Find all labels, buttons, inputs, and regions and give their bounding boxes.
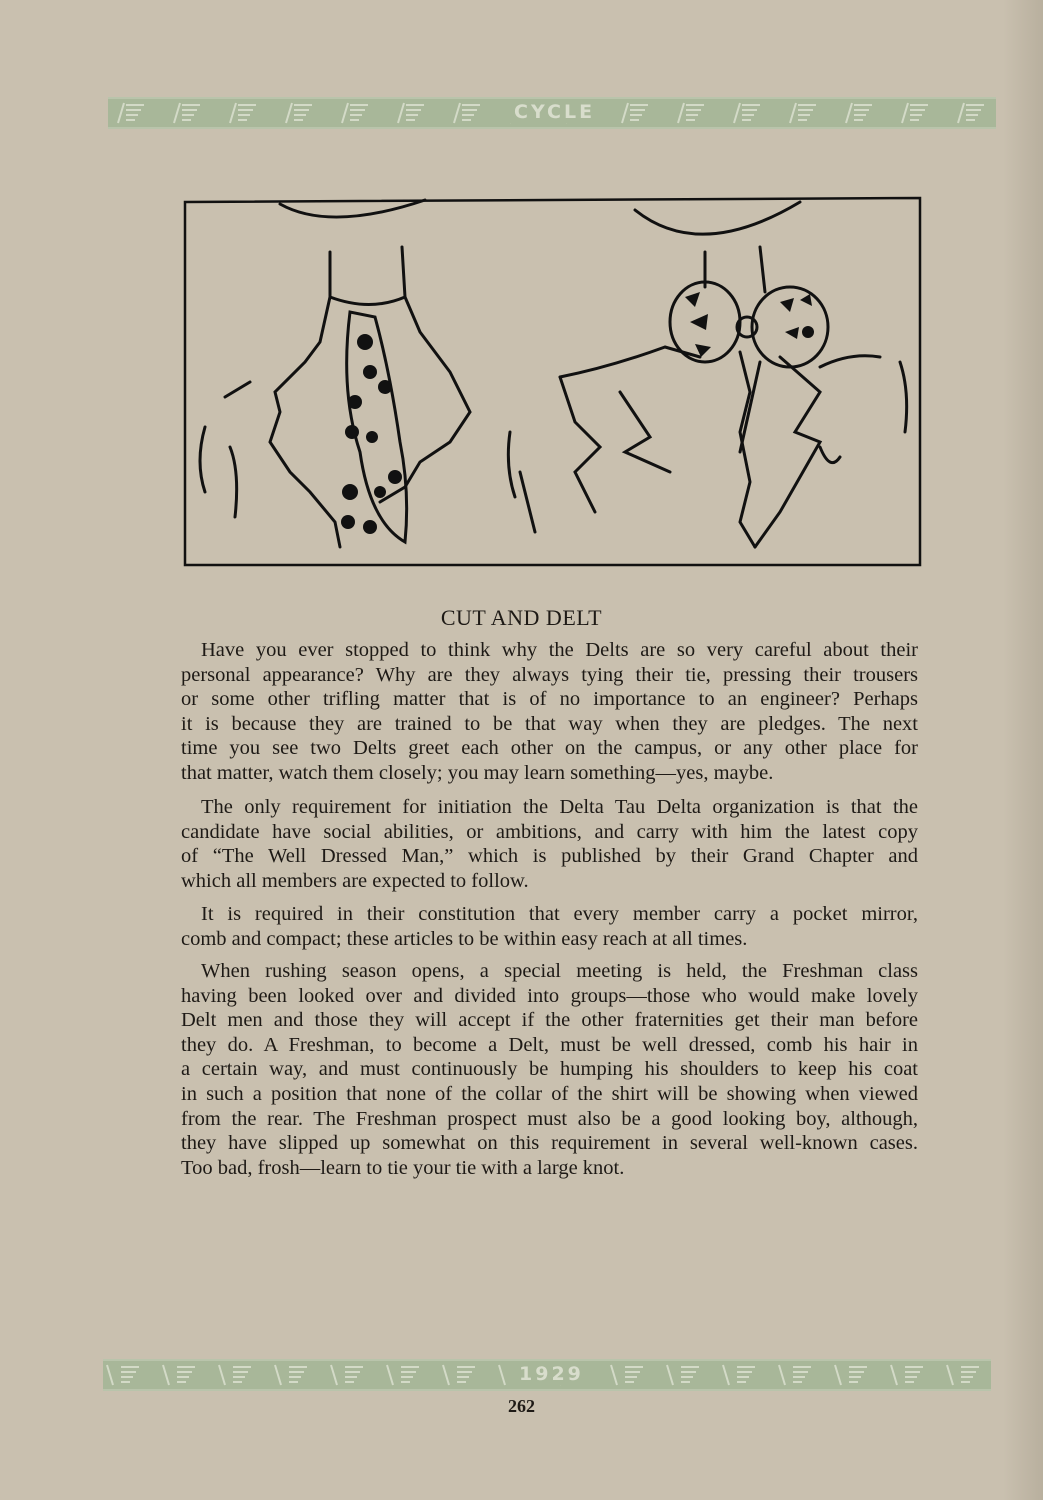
text-line: time you see two Delts greet each other on the campus, or any other place for (181, 737, 918, 760)
text-line: from the rear. The Freshman prospect must also be a good looking boy, although, (181, 1107, 918, 1130)
text-line: Have you ever stopped to think why the Delts are so very careful about their (201, 639, 918, 661)
paragraph-1 (181, 638, 918, 786)
paragraph-4 (181, 959, 918, 1180)
cartoon-illustration (180, 192, 925, 574)
text-line: of “The Well Dressed Man,” which is published by their Grand Chapter and (181, 845, 918, 868)
text-line: or some other trifling matter that is of no importance to an engineer? Perhaps (181, 688, 918, 711)
page-number: 262 (508, 1396, 535, 1416)
text-line: they have slipped up somewhat on this requirement in several well-known cases. (181, 1132, 918, 1155)
header-banner (108, 97, 996, 129)
paragraph-2 (181, 795, 918, 893)
text-line: It is required in their constitution that every member carry a pocket mirror, (201, 903, 918, 925)
text-line: they do. A Freshman, to become a Delt, must be well dressed, comb his hair in (181, 1033, 918, 1056)
text-line: comb and compact; these articles to be within easy reach at all times. (181, 927, 748, 950)
footer-banner-text: 1929 (513, 1363, 590, 1385)
text-line: which all members are expected to follow. (181, 869, 529, 892)
article-title: CUT AND DELT (440, 605, 603, 630)
text-line: Delt men and those they will accept if the other fraternities get their man before (181, 1009, 918, 1032)
text-line: candidate have social abilities, or ambitions, and carry with him the latest copy (181, 820, 918, 843)
text-line: in such a position that none of the collar of the shirt will be showing when viewed (181, 1082, 918, 1105)
text-line: When rushing season opens, a special meeting is held, the Freshman class (201, 960, 918, 982)
text-line: The only requirement for initiation the Delta Tau Delta organization is that the (201, 796, 918, 818)
text-line: having been looked over and divided into groups—those who would make lovely (181, 984, 918, 1007)
text-line: it is because they are trained to be that way when they are pledges. The next (181, 712, 918, 735)
paragraph-3 (181, 902, 918, 951)
footer-banner (103, 1359, 991, 1391)
header-banner-text: CYCLE (508, 101, 601, 123)
text-line: a certain way, and must continuously be humping his shoulders to keep his coat (181, 1058, 918, 1081)
text-line: personal appearance? Why are they always tying their tie, pressing their trousers (181, 663, 918, 686)
text-line: Too bad, frosh—learn to tie your tie with a large knot. (181, 1156, 625, 1179)
text-line: that matter, watch them closely; you may learn something—yes, maybe. (181, 761, 774, 784)
page-edge-shadow (1003, 0, 1043, 1500)
